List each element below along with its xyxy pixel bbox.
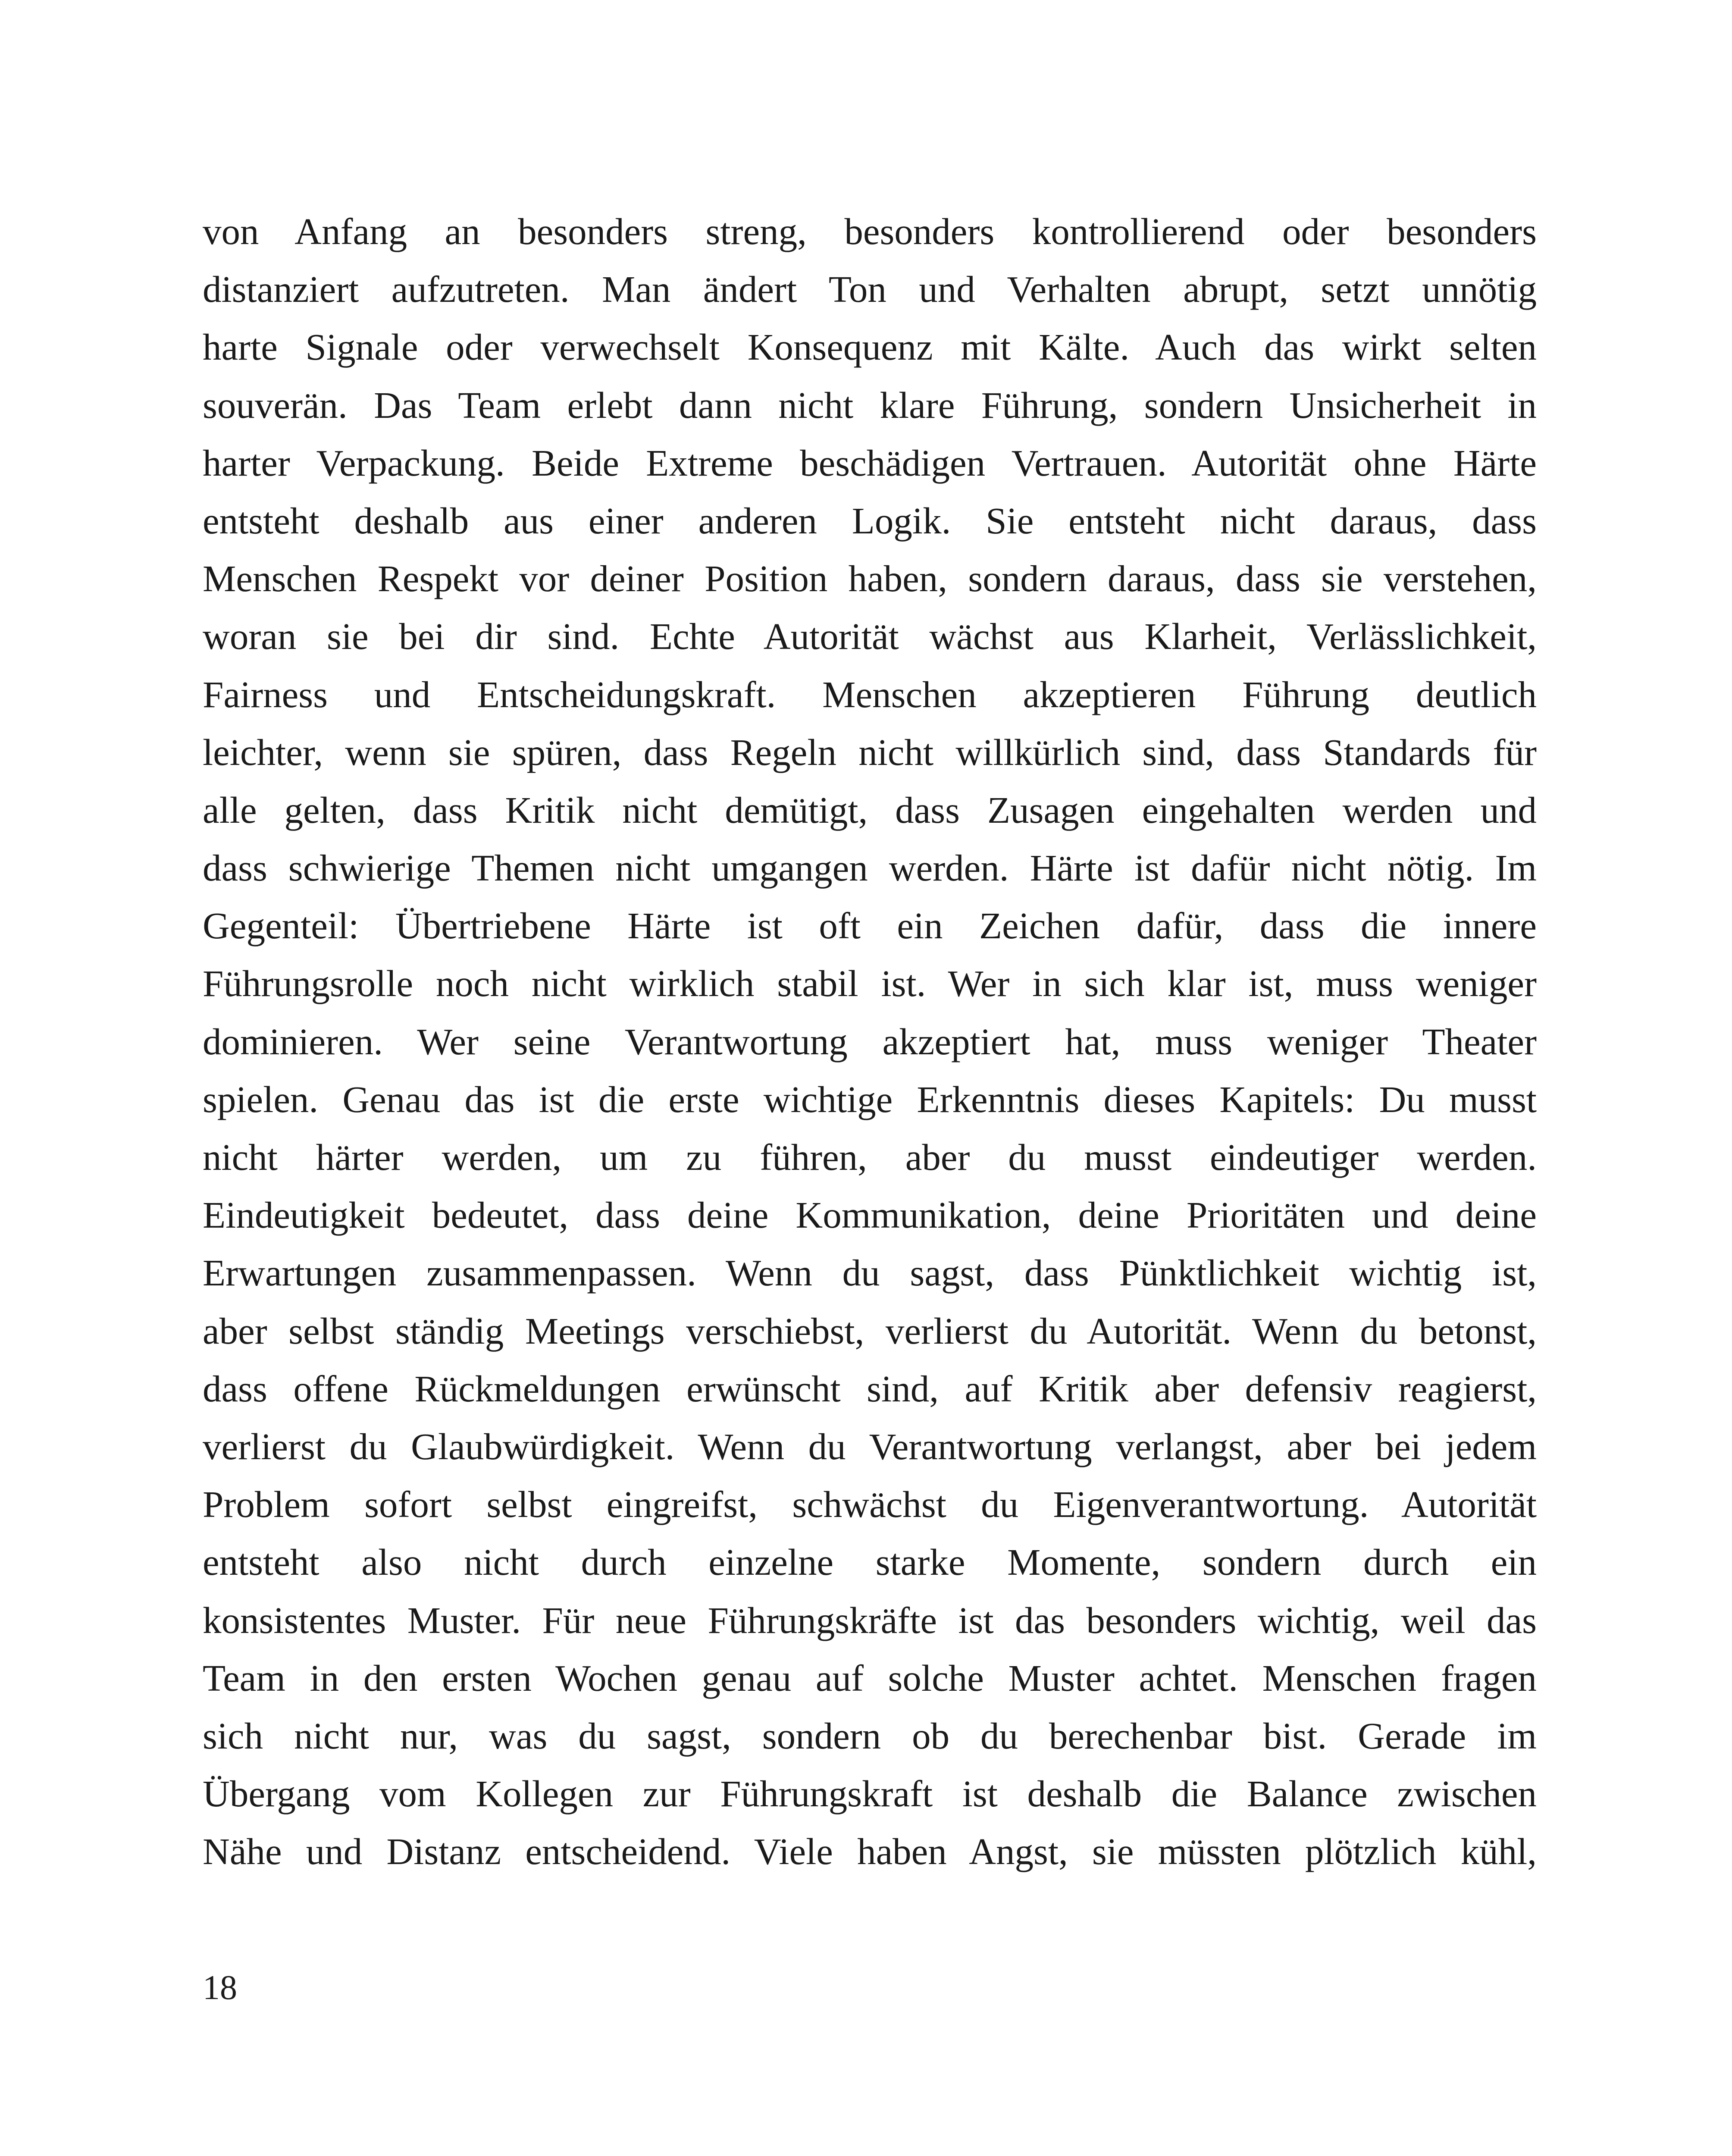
text-line: von Anfang an besonders streng, besonders kontrollierend oder besonders (203, 210, 1537, 252)
text-line: aber selbst ständig Meetings verschiebst, verlierst du Autorität. Wenn du betonst, (203, 1310, 1537, 1352)
text-line: dominieren. Wer seine Verantwortung akzeptiert hat, muss weniger Theater (203, 1020, 1537, 1062)
text-line: souverän. Das Team erlebt dann nicht klare Führung, sondern Unsicherheit in (203, 384, 1537, 426)
text-line: entsteht also nicht durch einzelne starke Momente, sondern durch ein (203, 1541, 1537, 1583)
text-line: Gegenteil: Übertriebene Härte ist oft ein Zeichen dafür, dass die innere (203, 905, 1537, 947)
text-line: woran sie bei dir sind. Echte Autorität wächst aus Klarheit, Verlässlichkeit, (203, 615, 1537, 658)
text-line: dass schwierige Themen nicht umgangen werden. Härte ist dafür nicht nötig. Im (203, 847, 1537, 889)
text-line: entsteht deshalb aus einer anderen Logik. Sie entsteht nicht daraus, dass (203, 499, 1537, 542)
text-line: sich nicht nur, was du sagst, sondern ob du berechenbar bist. Gerade im (203, 1714, 1537, 1757)
text-line: distanziert aufzutreten. Man ändert Ton und Verhalten abrupt, setzt unnötig (203, 268, 1537, 310)
text-line: Nähe und Distanz entscheidend. Viele haben Angst, sie müssten plötzlich kühl, (203, 1830, 1537, 1873)
page-number: 18 (203, 1969, 237, 2007)
text-line: Team in den ersten Wochen genau auf solche Muster achtet. Menschen fragen (203, 1657, 1537, 1699)
text-line: Erwartungen zusammenpassen. Wenn du sagst, dass Pünktlichkeit wichtig ist, (203, 1252, 1537, 1294)
text-line: spielen. Genau das ist die erste wichtige Erkenntnis dieses Kapitels: Du musst (203, 1078, 1537, 1120)
text-line: konsistentes Muster. Für neue Führungskräfte ist das besonders wichtig, weil das (203, 1599, 1537, 1641)
text-line: Führungsrolle noch nicht wirklich stabil ist. Wer in sich klar ist, muss weniger (203, 962, 1537, 1005)
text-line: Eindeutigkeit bedeutet, dass deine Kommunikation, deine Prioritäten und deine (203, 1194, 1537, 1236)
text-line: verlierst du Glaubwürdigkeit. Wenn du Verantwortung verlangst, aber bei jedem (203, 1425, 1537, 1467)
text-line: harter Verpackung. Beide Extreme beschädigen Vertrauen. Autorität ohne Härte (203, 442, 1537, 484)
text-line: Menschen Respekt vor deiner Position haben, sondern daraus, dass sie verstehen, (203, 558, 1537, 600)
body-paragraph (203, 203, 1537, 1880)
text-line: leichter, wenn sie spüren, dass Regeln nicht willkürlich sind, dass Standards für (203, 731, 1537, 773)
text-line: nicht härter werden, um zu führen, aber du musst eindeutiger werden. (203, 1136, 1537, 1178)
text-line: dass offene Rückmeldungen erwünscht sind, auf Kritik aber defensiv reagierst, (203, 1367, 1537, 1410)
text-line: Übergang vom Kollegen zur Führungskraft ist deshalb die Balance zwischen (203, 1773, 1537, 1815)
text-line: harte Signale oder verwechselt Konsequenz mit Kälte. Auch das wirkt selten (203, 326, 1537, 368)
text-line: Fairness und Entscheidungskraft. Menschen akzeptieren Führung deutlich (203, 673, 1537, 715)
text-line: Problem sofort selbst eingreifst, schwächst du Eigenverantwortung. Autorität (203, 1483, 1537, 1526)
text-line: alle gelten, dass Kritik nicht demütigt, dass Zusagen eingehalten werden und (203, 789, 1537, 831)
